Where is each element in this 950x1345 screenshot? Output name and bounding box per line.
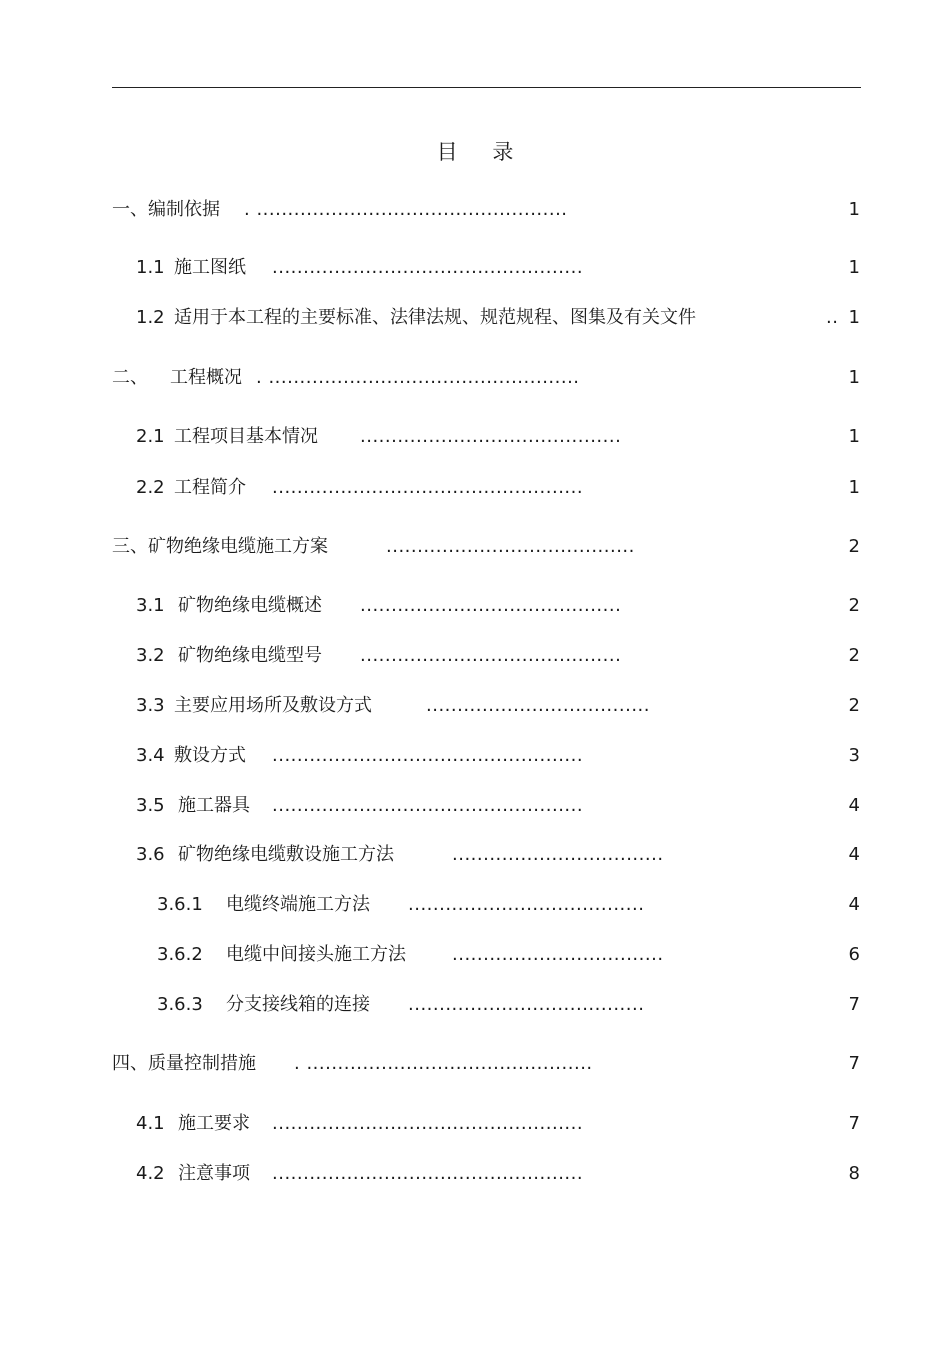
toc-entry[interactable] xyxy=(0,842,950,868)
toc-entry[interactable] xyxy=(0,305,950,331)
toc-entry[interactable] xyxy=(0,365,950,391)
toc-entry[interactable] xyxy=(0,197,950,223)
toc-entry-label: 电缆终端施工方法 xyxy=(226,894,370,915)
toc-entry-label: 工程项目基本情况 xyxy=(174,426,318,447)
toc-entry-label: 矿物绝缘电缆敷设施工方法 xyxy=(178,844,394,865)
toc-entry-label: 注意事项 xyxy=(178,1163,250,1184)
toc-entry-page: 3 xyxy=(848,745,860,766)
toc-entry[interactable] xyxy=(0,255,950,281)
toc-entry-leader: .......................................... xyxy=(360,426,622,447)
toc-entry-page: 1 xyxy=(848,477,860,498)
toc-entry-number: 3.6.1 xyxy=(157,894,203,915)
toc-entry-leader: . .................................................. xyxy=(244,199,568,220)
toc-entry-label: 矿物绝缘电缆概述 xyxy=(178,595,322,616)
toc-entry[interactable] xyxy=(0,593,950,619)
toc-entry-page: 8 xyxy=(848,1163,860,1184)
toc-entry[interactable] xyxy=(0,534,950,560)
toc-entry-leader: ...................................... xyxy=(408,894,645,915)
toc-entry[interactable] xyxy=(0,424,950,450)
toc-entry-number: 4.1 xyxy=(136,1113,165,1134)
toc-entry[interactable] xyxy=(0,992,950,1018)
toc-entry-leader: .................................................. xyxy=(272,745,584,766)
toc-entry-leader: .................................................. xyxy=(272,1113,584,1134)
toc-entry[interactable] xyxy=(0,1161,950,1187)
toc-entry-page: 1 xyxy=(848,257,860,278)
toc-entry-leader: .................................. xyxy=(452,844,664,865)
toc-entry[interactable] xyxy=(0,1111,950,1137)
toc-entry-number: 一、编制依据 xyxy=(112,199,220,220)
toc-entry-number: 3.1 xyxy=(136,595,165,616)
header-rule xyxy=(112,87,861,88)
toc-entry-label: 敷设方式 xyxy=(174,745,246,766)
toc-entry-number: 3.6 xyxy=(136,844,165,865)
toc-entry-page: 7 xyxy=(848,1053,860,1074)
toc-entry-number: 四、质量控制措施 xyxy=(112,1053,256,1074)
toc-entry-page: 1 xyxy=(848,426,860,447)
toc-entry-page: 2 xyxy=(848,645,860,666)
toc-entry-page: 1 xyxy=(848,199,860,220)
toc-entry-page: 4 xyxy=(848,795,860,816)
toc-entry-number: 2.1 xyxy=(136,426,165,447)
toc-entry-label: 施工要求 xyxy=(178,1113,250,1134)
toc-entry-page: 2 xyxy=(848,536,860,557)
toc-entry-leader: . .............................................. xyxy=(294,1053,593,1074)
toc-entry-leader: .......................................... xyxy=(360,645,622,666)
toc-entry[interactable] xyxy=(0,475,950,501)
toc-entry[interactable] xyxy=(0,793,950,819)
toc-entry-label: 分支接线箱的连接 xyxy=(226,994,370,1015)
toc-entry[interactable] xyxy=(0,743,950,769)
toc-entry-page: 1 xyxy=(848,367,860,388)
toc-entry-number: 3.2 xyxy=(136,645,165,666)
toc-entry-label: 电缆中间接头施工方法 xyxy=(226,944,406,965)
toc-entry[interactable] xyxy=(0,693,950,719)
toc-entry-leader: .................................................. xyxy=(272,477,584,498)
toc-title: 目 录 xyxy=(436,140,528,164)
toc-entry-leader: .................................................. xyxy=(272,1163,584,1184)
toc-entry-leader: ...................................... xyxy=(408,994,645,1015)
toc-entry-number: 3.6.2 xyxy=(157,944,203,965)
toc-entry-leader: .. xyxy=(826,307,839,328)
toc-entry-label: 工程概况 xyxy=(170,367,242,388)
toc-entry-label: 适用于本工程的主要标准、法律法规、规范规程、图集及有关文件 xyxy=(174,307,696,328)
toc-entry-number: 1.2 xyxy=(136,307,165,328)
toc-entry-page: 2 xyxy=(848,695,860,716)
toc-entry[interactable] xyxy=(0,892,950,918)
toc-entry-leader: .................................... xyxy=(426,695,650,716)
toc-entry[interactable] xyxy=(0,1051,950,1077)
toc-entry-leader: .................................. xyxy=(452,944,664,965)
toc-entry-number: 3.6.3 xyxy=(157,994,203,1015)
toc-entry-number: 三、矿物绝缘电缆施工方案 xyxy=(112,536,328,557)
toc-entry-number: 3.5 xyxy=(136,795,165,816)
toc-entry-label: 主要应用场所及敷设方式 xyxy=(174,695,372,716)
toc-entry-page: 4 xyxy=(848,844,860,865)
toc-entry-page: 7 xyxy=(848,1113,860,1134)
toc-entry-page: 6 xyxy=(848,944,860,965)
toc-entry[interactable] xyxy=(0,643,950,669)
toc-entry-number: 4.2 xyxy=(136,1163,165,1184)
toc-entry-leader: .................................................. xyxy=(272,795,584,816)
toc-entry-label: 工程简介 xyxy=(174,477,246,498)
toc-entry-number: 二、 xyxy=(112,367,148,388)
toc-entry-number: 1.1 xyxy=(136,257,165,278)
toc-entry-page: 2 xyxy=(848,595,860,616)
toc-entry-number: 3.3 xyxy=(136,695,165,716)
toc-entry-page: 7 xyxy=(848,994,860,1015)
toc-entry[interactable] xyxy=(0,942,950,968)
toc-entry-page: 4 xyxy=(848,894,860,915)
toc-entry-leader: ........................................ xyxy=(386,536,635,557)
toc-entry-leader: . .................................................. xyxy=(256,367,580,388)
toc-entry-number: 3.4 xyxy=(136,745,165,766)
toc-entry-page: 1 xyxy=(848,307,860,328)
toc-entry-label: 施工器具 xyxy=(178,795,250,816)
toc-entry-leader: .......................................... xyxy=(360,595,622,616)
toc-entry-leader: .................................................. xyxy=(272,257,584,278)
toc-entry-label: 矿物绝缘电缆型号 xyxy=(178,645,322,666)
toc-entry-number: 2.2 xyxy=(136,477,165,498)
toc-entry-label: 施工图纸 xyxy=(174,257,246,278)
